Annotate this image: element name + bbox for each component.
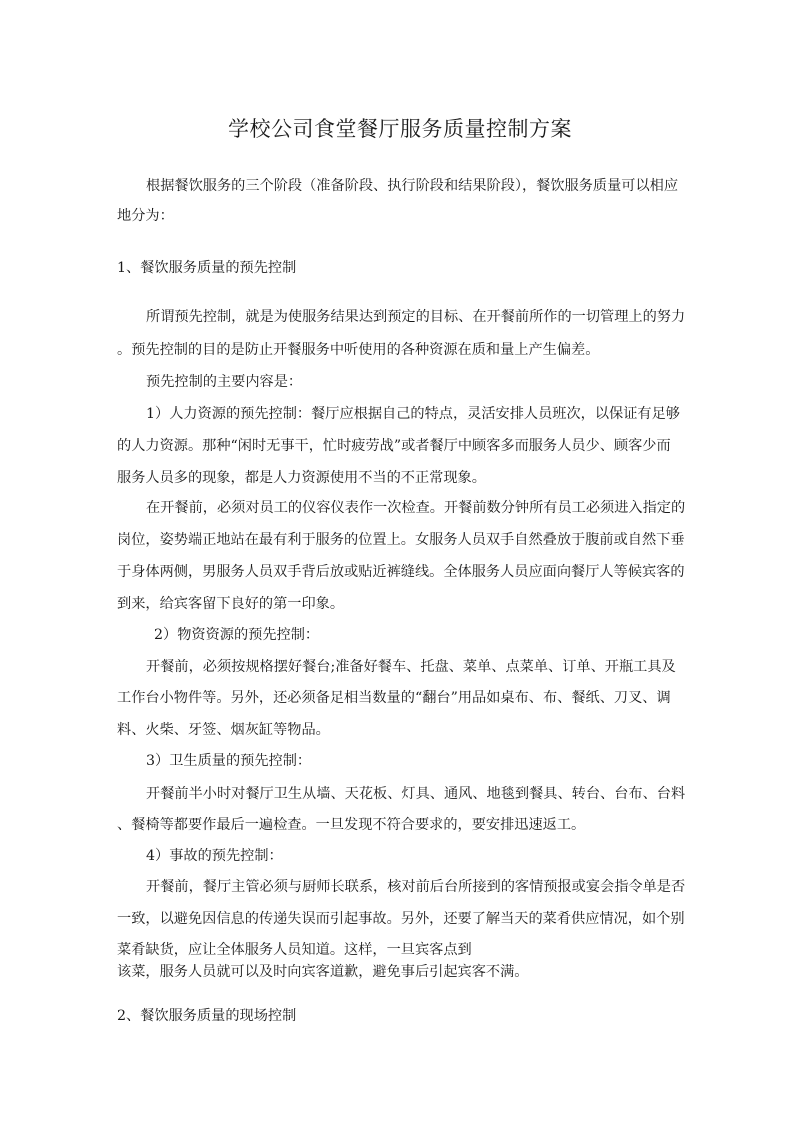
section-heading: 1、餐饮服务质量的预先控制	[117, 260, 297, 276]
paragraph-line: 于身体两侧，男服务人员双手背后放或贴近裤缝线。全体服务人员应面向餐厅人等候宾客的	[117, 564, 685, 580]
paragraph-line: 服务人员多的现象，都是人力资源使用不当的不正常现象。	[117, 470, 486, 486]
paragraph-line: 的人力资源。那种“闲时无事干，忙时疲劳战”或者餐厅中顾客多而服务人员少、顾客少而	[117, 438, 671, 454]
paragraph-line: 菜肴缺货，应让全体服务人员知道。这样，一旦宾客点到	[117, 942, 472, 958]
paragraph-line: 。预先控制的目的是防止开餐服务中听使用的各种资源在质和量上产生偏差。	[117, 342, 600, 358]
paragraph-line: 到来，给宾客留下良好的第一印象。	[117, 596, 345, 612]
paragraph-line: 在开餐前，必须对员工的仪容仪表作一次检查。开餐前数分钟所有员工必须进入指定的	[146, 500, 686, 516]
section-heading: 2、餐饮服务质量的现场控制	[117, 1008, 297, 1024]
paragraph-line: 开餐前，餐厅主管必须与厨师长联系，核对前后台所接到的客情预报或宴会指令单是否	[146, 879, 686, 895]
paragraph-line: 开餐前半小时对餐厅卫生从墙、天花板、灯具、通风、地毯到餐具、转台、台布、台料	[146, 786, 686, 802]
document-title: 学校公司食堂餐厅服务质量控制方案	[228, 117, 572, 141]
paragraph-line: 岗位，姿势端正地站在最有利于服务的位置上。女服务人员双手自然叠放于腹前或自然下垂	[117, 532, 685, 548]
paragraph-line: 预先控制的主要内容是：	[146, 374, 303, 390]
subheading-line: 1）人力资源的预先控制：餐厅应根据自己的特点，灵活安排人员班次，以保证有足够	[146, 406, 680, 422]
paragraph-line: 该菜，服务人员就可以及时向宾客道歉，避免事后引起宾客不满。	[117, 964, 529, 980]
subheading-line: 4）事故的预先控制：	[146, 848, 283, 864]
paragraph-line: 工作台小物件等。另外，还必须备足相当数量的“翻台”用品如桌布、布、餐纸、刀叉、调	[117, 690, 671, 706]
subheading-line: 2）物资资源的预先控制：	[154, 627, 320, 643]
subheading-line: 3）卫生质量的预先控制：	[146, 753, 312, 769]
paragraph-line: 根据餐饮服务的三个阶段（准备阶段、执行阶段和结果阶段），餐饮服务质量可以相应	[146, 178, 679, 194]
paragraph-line: 地分为：	[117, 208, 174, 224]
paragraph-line: 所谓预先控制，就是为使服务结果达到预定的目标、在开餐前所作的一切管理上的努力	[146, 309, 686, 325]
paragraph-line: 料、火柴、牙签、烟灰缸等物品。	[117, 722, 330, 738]
paragraph-line: 一致，以避免因信息的传递失误而引起事故。另外，还要了解当天的菜肴供应情况，如个别	[117, 911, 685, 927]
paragraph-line: 、餐椅等都要作最后一遍检查。一旦发现不符合要求的，要安排迅速返工。	[117, 817, 586, 833]
paragraph-line: 开餐前，必须按规格摆好餐台;准备好餐车、托盘、菜单、点菜单、订单、开瓶工具及	[146, 659, 676, 675]
